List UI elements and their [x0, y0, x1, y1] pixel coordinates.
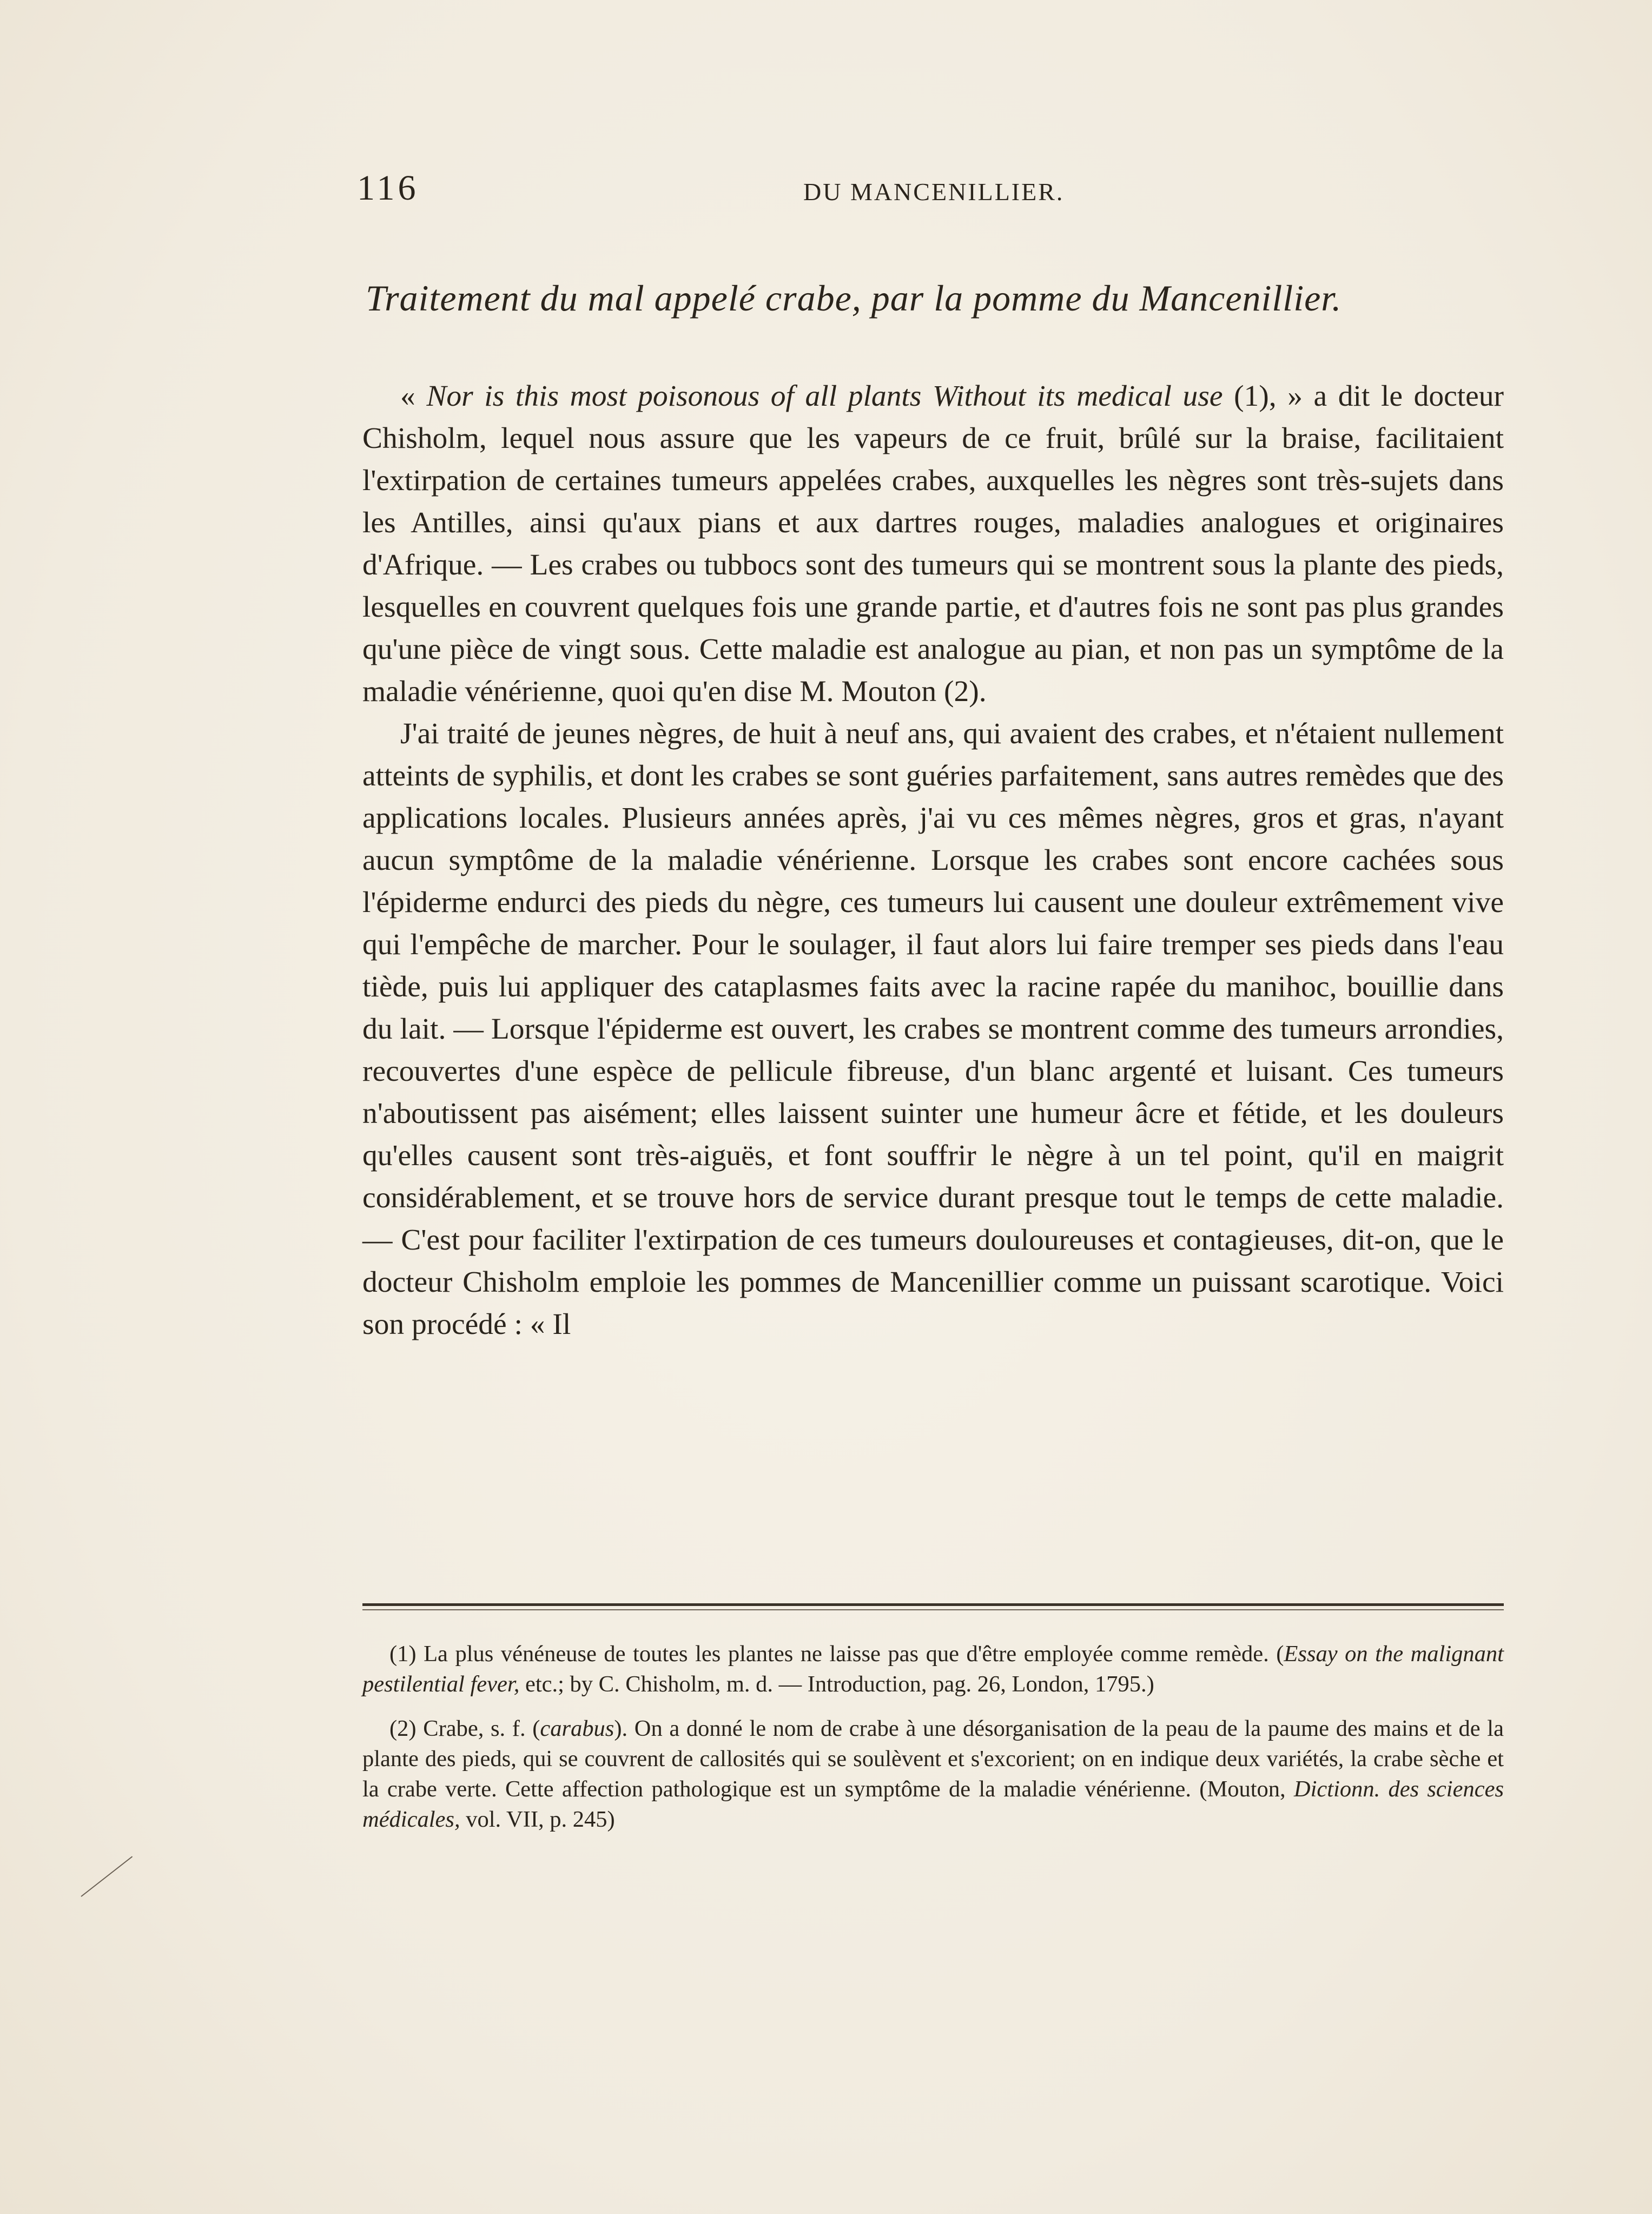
body-text: [362, 375, 1504, 1346]
section-title: Traitement du mal appelé crabe, par la pomme du Mancenillier.: [366, 277, 1342, 319]
pencil-mark: [81, 1856, 133, 1896]
paragraph-1: [362, 375, 1504, 713]
footnote-1: (1) La plus vénéneuse de toutes les plantes ne laisse pas que d'être employée comme remède. (Essay on the malignant pestilential fever, etc.; by C. Chisholm, m. d. — Introduction, pag. 26, London, 1795.): [362, 1641, 1504, 1697]
running-head: DU MANCENILLIER.: [803, 178, 1065, 206]
footnote-rule: [362, 1603, 1504, 1606]
footnote-rule-thin: [362, 1609, 1504, 1610]
page-number: 116: [357, 168, 419, 208]
paragraph-2: J'ai traité de jeunes nègres, de huit à neuf ans, qui avaient des crabes, et n'étaient nullement atteints de syphilis, et dont les crabes se sont guéries parfaitement, sans autres remèdes que des applications locales. Plusieurs années après, j'ai vu ces mêmes nègres, gros et gras, n'ayant aucun symptôme de la maladie vénérienne. Lorsque les crabes sont encore cachées sous l'épiderme endurci des pieds du nègre, ces tumeurs lui causent une douleur extrêmement vive qui l'empêche de marcher. Pour le soulager, il faut alors lui faire tremper ses pieds dans l'eau tiède, puis lui appliquer des cataplasmes faits avec la racine rapée du manihoc, bouillie dans du lait. — Lorsque l'épiderme est ouvert, les crabes se montrent comme des tumeurs arrondies, recouvertes d'une espèce de pellicule fibreuse, d'un blanc argenté et luisant. Ces tumeurs n'aboutissent pas aisément; elles laissent suinter une humeur âcre et fétide, et les douleurs qu'elles causent sont très-aiguës, et font souffrir le nègre à un tel point, qu'il en maigrit considérablement, et se trouve hors de service durant presque tout le temps de cette maladie. — C'est pour faciliter l'extirpation de ces tumeurs douloureuses et contagieuses, dit-on, que le docteur Chisholm emploie les pommes de Mancenillier comme un puissant scarotique. Voici son procédé : « Il: [362, 717, 1504, 1341]
quote-open: «: [400, 380, 427, 413]
paragraph-1-text: (1), » a dit le docteur Chisholm, lequel nous assure que les vapeurs de ce fruit, brûlé sur la braise, facilitaient l'extirpation de certaines tumeurs appelées crabes, auxquelles les nègres sont très-sujets dans les Antilles, ainsi qu'aux pians et aux dartres rouges, maladies analogues et originaires d'Afrique. — Les crabes ou tubbocs sont des tumeurs qui se montrent sous la plante des pieds, lesquelles en couvrent quelques fois une grande partie, et d'autres fois ne sont pas plus grandes qu'une pièce de vingt sous. Cette maladie est analogue au pian, et non pas un symptôme de la maladie vénérienne, quoi qu'en dise M. Mouton (2).: [362, 380, 1504, 708]
page-header: [357, 168, 1504, 216]
english-quote: Nor is this most poisonous of all plants Without its medical use: [426, 380, 1223, 413]
footnote-2: (2) Crabe, s. f. (carabus). On a donné le nom de crabe à une désorganisation de la peau de la paume des mains et de la plante des pieds, qui se couvrent de callosités qui se soulèvent et s'excorient; on en indique deux variétés, la crabe sèche et la crabe verte. Cette affection pathologique est un symptôme de la maladie vénérienne. (Mouton, Dictionn. des sciences médicales, vol. VII, p. 245): [362, 1716, 1504, 1832]
footnotes: [362, 1639, 1504, 1849]
